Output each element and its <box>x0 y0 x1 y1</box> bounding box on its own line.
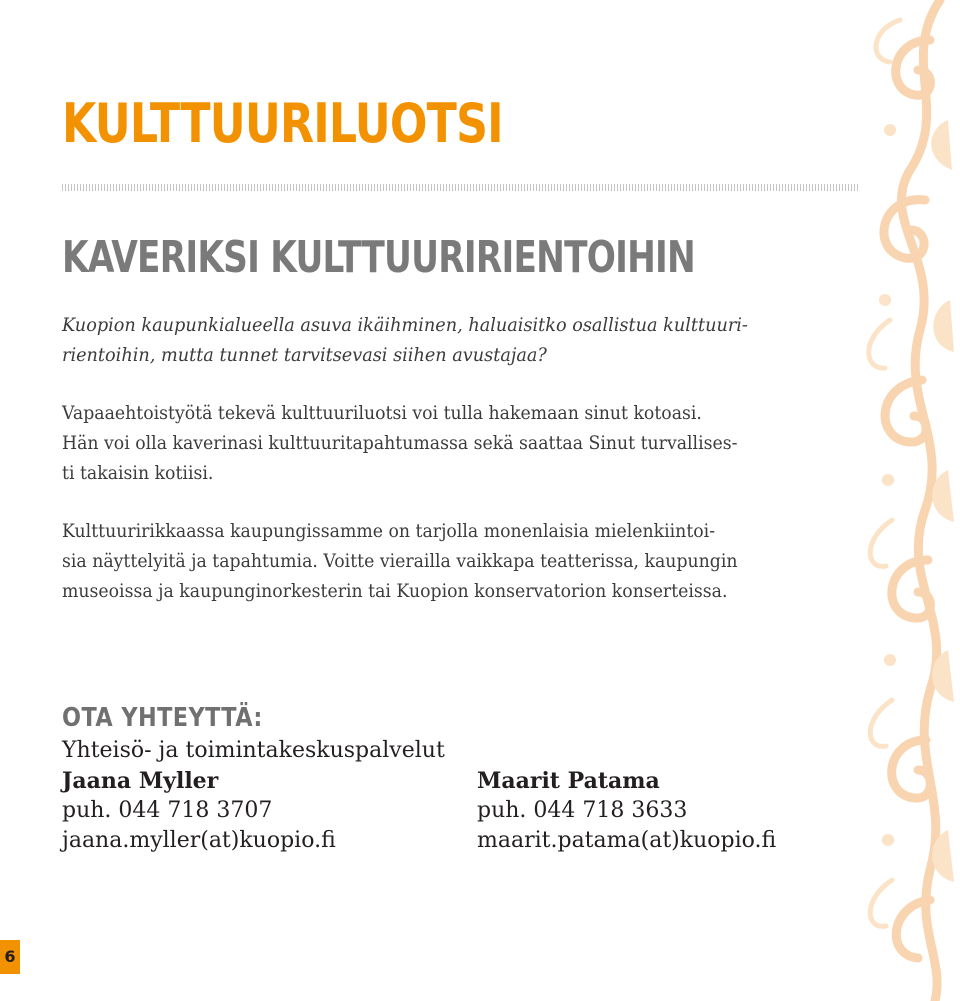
intro-line: Kuopion kaupunkialueella asuva ikäihminen, haluaisitko osallistua kulttuuri- <box>62 314 748 336</box>
dotted-divider <box>62 184 860 191</box>
contact-name: Maarit Patama <box>477 768 660 794</box>
contact-person-1 <box>62 766 336 856</box>
paragraph-line: museoissa ja kaupunginorkesterin tai Kuopion konservatorion konserteissa. <box>62 580 728 602</box>
paragraph-line: ti takaisin kotiisi. <box>62 462 214 484</box>
floral-ornament <box>830 0 960 1001</box>
section-subtitle: KAVERIKSI KULTTUURIRIENTOIHIN <box>62 232 695 283</box>
contact-person-2 <box>477 766 776 856</box>
contact-phone: puh. 044 718 3633 <box>477 798 688 823</box>
paragraph-line: sia näyttelyitä ja tapahtumia. Voitte vierailla vaikkapa teatterissa, kaupungin <box>62 550 738 572</box>
paragraph-line: Vapaaehtoistyötä tekevä kulttuuriluotsi voi tulla hakemaan sinut kotoasi. <box>62 402 702 424</box>
contact-phone: puh. 044 718 3707 <box>62 798 273 823</box>
body-paragraph-2 <box>62 516 804 606</box>
paragraph-line: Kulttuuririkkaassa kaupungissamme on tarjolla monenlaisia mielenkiintoi- <box>62 520 716 542</box>
contact-email: maarit.patama(at)kuopio.fi <box>477 828 777 853</box>
paragraph-line: Hän voi olla kaverinasi kulttuuritapahtumassa sekä saattaa Sinut turvallises- <box>62 432 738 454</box>
contact-heading: OTA YHTEYTTÄ: <box>62 703 263 733</box>
body-paragraph-1 <box>62 398 804 488</box>
intro-paragraph <box>62 310 800 370</box>
page-title: KULTTUURILUOTSI <box>62 92 503 155</box>
contact-email: jaana.myller(at)kuopio.fi <box>62 828 336 853</box>
page-number-badge: 6 <box>0 940 20 974</box>
contact-organization: Yhteisö- ja toimintakeskuspalvelut <box>62 738 445 763</box>
intro-line: rientoihin, mutta tunnet tarvitsevasi siihen avustajaa? <box>62 344 547 366</box>
contact-name: Jaana Myller <box>62 768 219 794</box>
